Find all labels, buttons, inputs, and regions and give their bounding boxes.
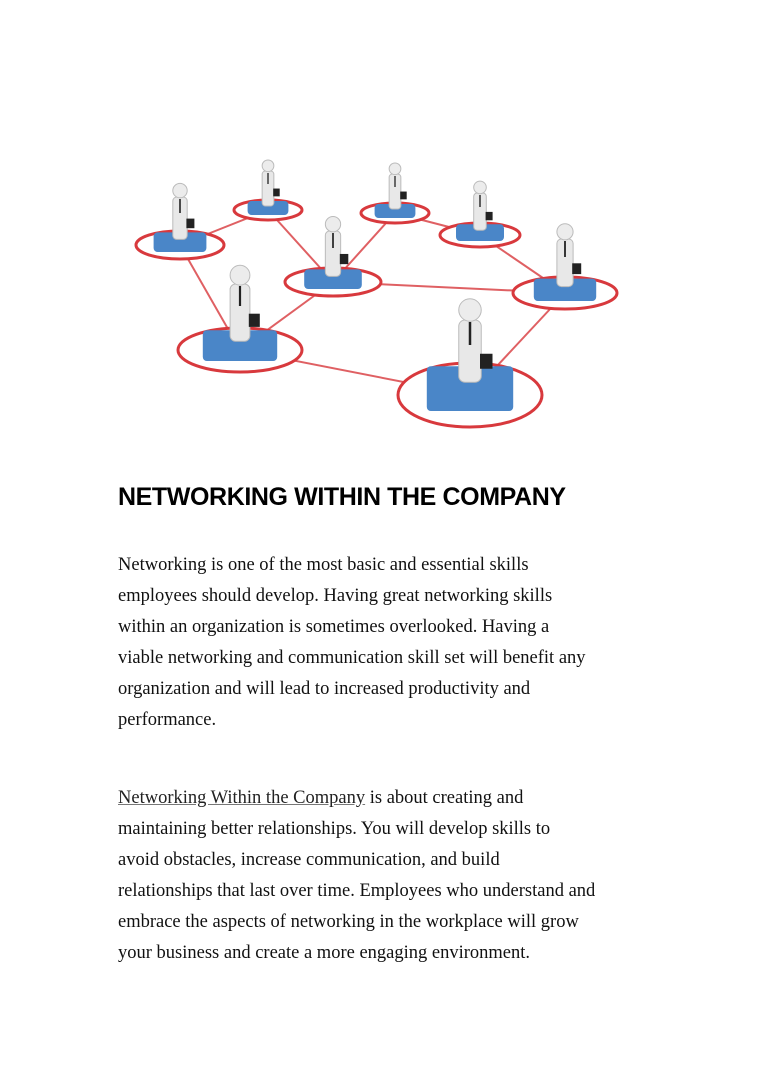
briefcase-icon: [486, 212, 493, 220]
page-title: NETWORKING WITHIN THE COMPANY: [118, 483, 566, 511]
body-paragraph: [118, 783, 678, 969]
text-line: your business and create a more engaging environment.: [118, 943, 531, 963]
person-head-icon: [262, 160, 274, 172]
person-head-icon: [230, 265, 250, 285]
text-line: organization and will lead to increased productivity and: [118, 679, 531, 699]
briefcase-icon: [480, 354, 493, 369]
text-fragment: is about creating and: [365, 788, 524, 808]
text-line: employees should develop. Having great networking skills: [118, 586, 553, 606]
person-head-icon: [325, 217, 340, 232]
person-head-icon: [389, 163, 401, 175]
networking-within-company-link[interactable]: Networking Within the Company: [118, 788, 366, 808]
text-line: embrace the aspects of networking in the workplace will grow: [118, 912, 579, 932]
person-head-icon: [474, 181, 487, 194]
briefcase-icon: [400, 192, 407, 200]
text-line: avoid obstacles, increase communication, and build: [118, 850, 500, 870]
text-line: within an organization is sometimes overlooked. Having a: [118, 617, 550, 637]
text-line: [118, 783, 678, 814]
intro-paragraph: [118, 550, 678, 736]
networking-illustration: [120, 130, 640, 440]
text-line: relationships that last over time. Employees who understand and: [118, 881, 596, 901]
person-head-icon: [173, 183, 187, 197]
person-head-icon: [557, 224, 573, 240]
briefcase-icon: [340, 254, 349, 264]
text-line: maintaining better relationships. You will develop skills to: [118, 819, 551, 839]
person-head-icon: [459, 299, 482, 322]
text-line: Networking is one of the most basic and essential skills: [118, 555, 529, 575]
briefcase-icon: [249, 314, 260, 327]
briefcase-icon: [273, 189, 280, 197]
briefcase-icon: [186, 219, 194, 229]
text-line: viable networking and communication skill set will benefit any: [118, 648, 586, 668]
text-line: performance.: [118, 710, 217, 730]
briefcase-icon: [572, 263, 581, 274]
